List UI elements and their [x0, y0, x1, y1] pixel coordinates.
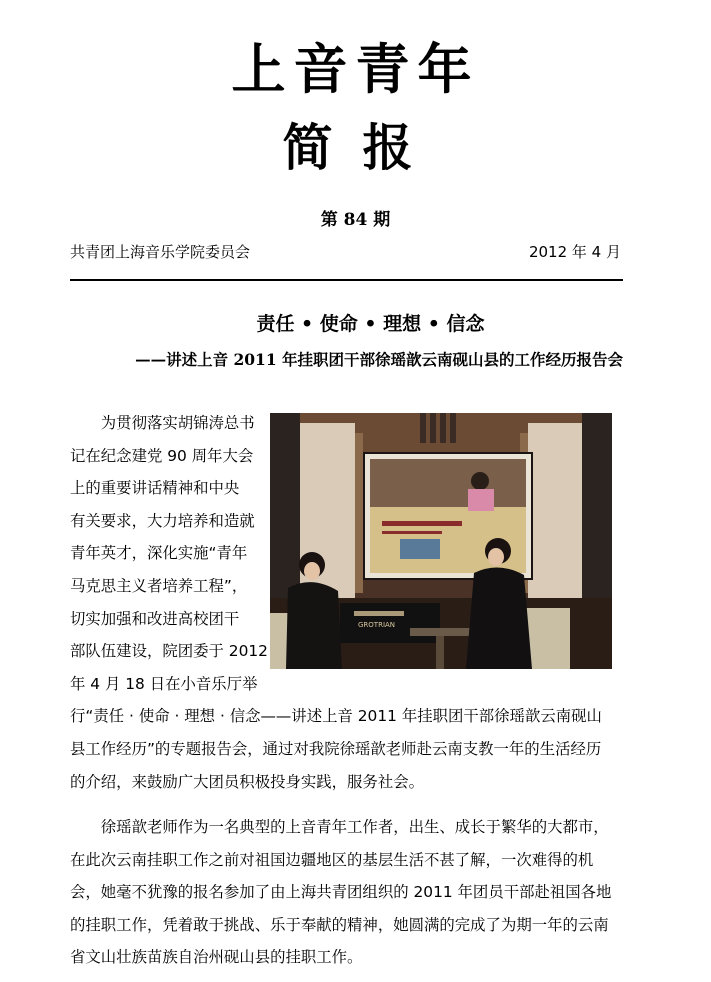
piano-brand-label: GROTRIAN — [358, 621, 396, 629]
paragraph-line: 记在纪念建党 90 周年大会 — [70, 446, 254, 465]
paragraph-line: 在此次云南挂职工作之前对祖国边疆地区的基层生活不甚了解，一次难得的机 — [70, 850, 594, 869]
header-divider — [70, 279, 623, 281]
issue-date: 2012 年 4 月 — [528, 243, 621, 261]
paragraph-line: 会，她毫不犹豫的报名参加了由上海共青团组织的 2011 年团员干部赴祖国各地 — [70, 883, 612, 902]
paragraph-line: 年 4 月 18 日在小音乐厅举 — [70, 674, 258, 693]
masthead-subtitle: 简报 — [282, 119, 443, 177]
article-paragraph-2 — [70, 811, 623, 974]
paragraph-line: 徐瑶歆老师作为一名典型的上音青年工作者，出生、成长于繁华的大都市， — [70, 818, 609, 836]
article-paragraph-1 — [70, 407, 623, 798]
paragraph-line: 有关要求，大力培养和造就 — [70, 511, 255, 530]
paragraph-line: 行“责任 · 使命 · 理想 · 信念——讲述上音 2011 年挂职团干部徐瑶歆云南砚山 — [70, 707, 602, 726]
paragraph-line: 马克思主义者培养工程”， — [70, 576, 248, 595]
paragraph-line: 青年英才，深化实施“青年 — [70, 544, 248, 563]
article-subtitle: ——讲述上音 2011 年挂职团干部徐瑶歆云南砚山县的工作经历报告会 — [135, 350, 623, 369]
masthead-title: 上音青年 — [231, 38, 480, 101]
article-title: 责任 • 使命 • 理想 • 信念 — [256, 313, 485, 335]
paragraph-line: 的挂职工作，凭着敢于挑战、乐于奉献的精神，她圆满的完成了为期一年的云南 — [70, 915, 609, 934]
paragraph-line: 的介绍，来鼓励广大团员积极投身实践，服务社会。 — [70, 772, 424, 791]
paragraph-line: 县工作经历”的专题报告会，通过对我院徐瑶歆老师赴云南支教一年的生活经历 — [70, 739, 602, 758]
paragraph-line: 部队伍建设，院团委于 2012 — [70, 642, 268, 661]
organization-name: 共青团上海音乐学院委员会 — [70, 243, 251, 261]
photo-wrap-space — [270, 407, 623, 669]
paragraph-line: 为贯彻落实胡锦涛总书 — [70, 414, 255, 432]
paragraph-line: 切实加强和改进高校团干 — [70, 609, 240, 628]
paragraph-line: 省文山壮族苗族自治州砚山县的挂职工作。 — [70, 948, 363, 967]
paragraph-line: 上的重要讲话精神和中央 — [70, 479, 240, 498]
issue-number: 第 84 期 — [320, 210, 391, 230]
